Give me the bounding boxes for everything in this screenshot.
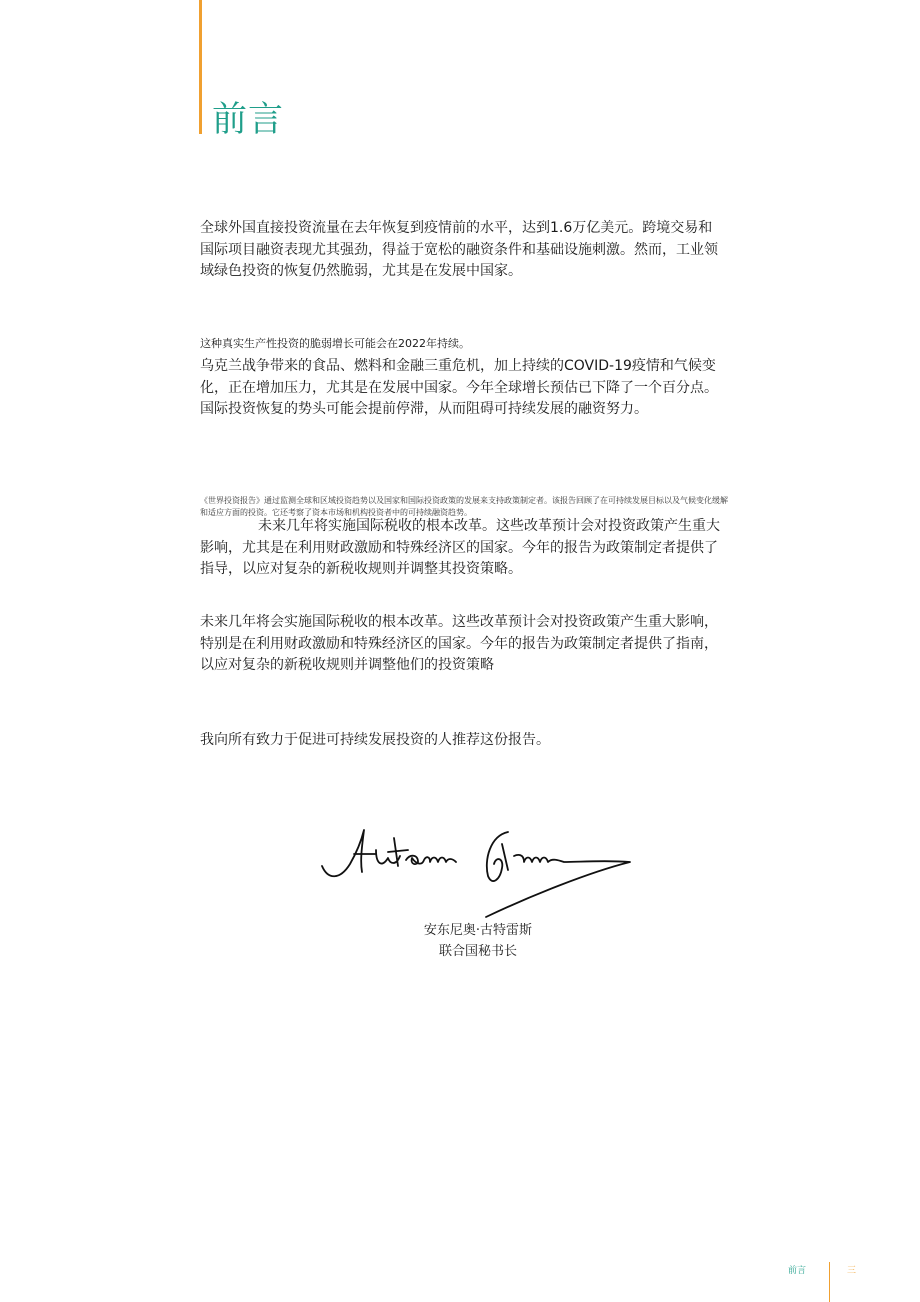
paragraph-3: 未来几年将实施国际税收的根本改革。这些改革预计会对投资政策产生重大影响，尤其是在利用财政激励和特殊经济区的国家。今年的报告为政策制定者提供了指导，以应对复杂的新税收规则并调整其投资策略。 [200,518,720,577]
paragraph-2: 乌克兰战争带来的食品、燃料和金融三重危机，加上持续的COVID-19疫情和气候变化，正在增加压力，尤其是在发展中国家。今年全球增长预估已下降了一个百分点。国际投资恢复的势头可能会提前停滞，从而阻碍可持续发展的融资努力。 [200,358,718,417]
footer-divider [829,1262,830,1302]
footer-section-label: 前言 [788,1266,807,1276]
report-note: 《世界投资报告》通过监测全球和区域投资趋势以及国家和国际投资政策的发展来支持政策制定者。该报告回顾了在可持续发展目标以及气候变化缓解和适应方面的投资。它还考察了资本市场和机构投资者中的可持续融资趋势。 [200,496,728,517]
lead-sentence: 这种真实生产性投资的脆弱增长可能会在2022年持续。 [200,337,470,350]
paragraph-4: 未来几年将会实施国际税收的根本改革。这些改革预计会对投资政策产生重大影响，特别是在利用财政激励和特殊经济区的国家。今年的报告为政策制定者提供了指南，以应对复杂的新税收规则并调整他们的投资策略 [200,614,718,673]
signatory-name: 安东尼奥·古特雷斯 [423,923,533,938]
signatory-block [360,920,596,962]
page-title: 前言 [212,100,285,140]
title-accent-bar [199,0,202,134]
paragraph-1: 全球外国直接投资流量在去年恢复到疫情前的水平，达到1.6万亿美元。跨境交易和国际项目融资表现尤其强劲，得益于宽松的融资条件和基础设施刺激。然而，工业领域绿色投资的恢复仍然脆弱，尤其是在发展中国家。 [200,220,718,279]
signatory-role: 联合国秘书长 [438,944,517,959]
paragraph-5: 我向所有致力于促进可持续发展投资的人推荐这份报告。 [200,732,550,748]
footer-page-number: 三 [847,1266,857,1276]
signature-image [318,824,636,920]
